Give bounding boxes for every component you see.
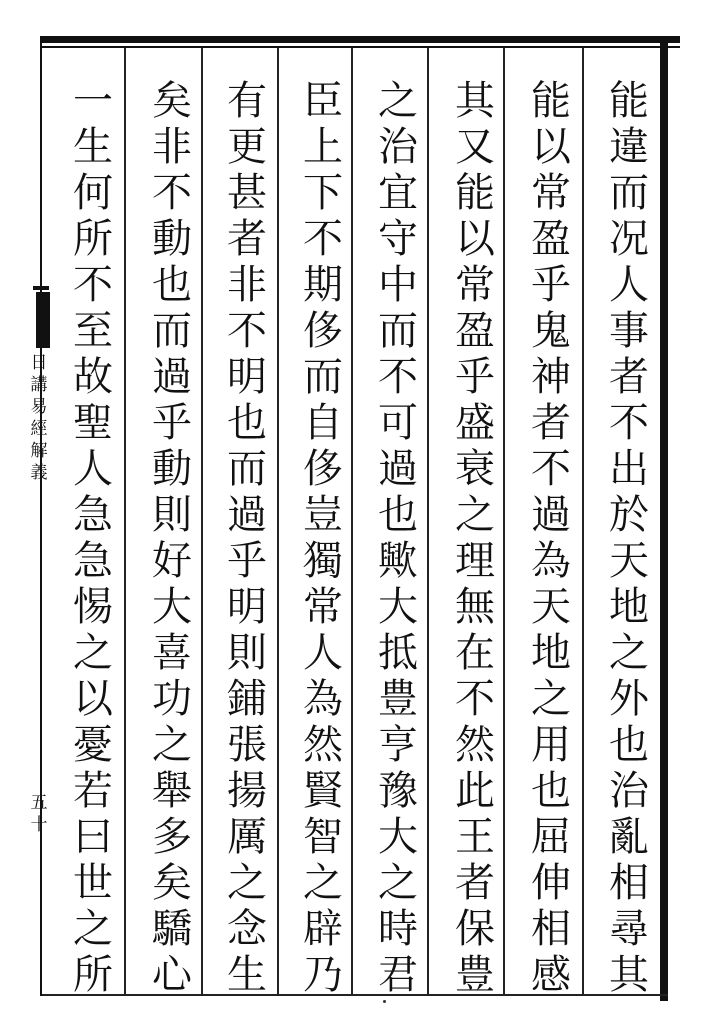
character: 一 — [73, 78, 113, 124]
character: 以 — [531, 124, 571, 170]
character: 之 — [152, 722, 192, 768]
character: 不 — [303, 216, 343, 262]
frame-right-border — [660, 36, 668, 1001]
character: 不 — [455, 676, 495, 722]
character: 之 — [73, 630, 113, 676]
character: 常 — [531, 170, 571, 216]
column-rule — [277, 48, 279, 994]
text-column-8 — [66, 78, 120, 998]
character: 尋 — [609, 906, 649, 952]
character: 之 — [378, 860, 418, 906]
character: 何 — [73, 170, 113, 216]
character: 相 — [531, 906, 571, 952]
character: 若 — [73, 768, 113, 814]
character: 明 — [227, 584, 267, 630]
character: 豊 — [378, 676, 418, 722]
character: 生 — [227, 952, 267, 998]
character: 無 — [455, 584, 495, 630]
character: 違 — [609, 124, 649, 170]
character: 能 — [531, 78, 571, 124]
character: 功 — [152, 676, 192, 722]
character: 中 — [378, 262, 418, 308]
character: 豈 — [303, 492, 343, 538]
character: 常 — [303, 584, 343, 630]
character: 以 — [73, 676, 113, 722]
gutter-character: 講 — [30, 375, 48, 395]
character: 矣 — [152, 78, 192, 124]
column-rule — [124, 48, 126, 994]
character: 能 — [455, 170, 495, 216]
character: 也 — [378, 492, 418, 538]
character: 動 — [152, 446, 192, 492]
character: 乎 — [152, 400, 192, 446]
character: 念 — [227, 906, 267, 952]
character: 常 — [455, 262, 495, 308]
character: 之 — [378, 78, 418, 124]
character: 者 — [609, 354, 649, 400]
character: 聖 — [73, 400, 113, 446]
character: 也 — [227, 400, 267, 446]
character: 豊 — [455, 952, 495, 998]
character: 守 — [378, 216, 418, 262]
character: 期 — [303, 262, 343, 308]
character: 至 — [73, 308, 113, 354]
character: 辟 — [303, 906, 343, 952]
character: 上 — [303, 124, 343, 170]
text-column-3 — [448, 78, 502, 998]
character: 過 — [531, 492, 571, 538]
character: 以 — [455, 216, 495, 262]
character: 更 — [227, 124, 267, 170]
character: 非 — [227, 262, 267, 308]
column-rule — [427, 48, 429, 994]
character: 不 — [609, 400, 649, 446]
character: 為 — [531, 538, 571, 584]
character: 治 — [609, 768, 649, 814]
character: 乎 — [227, 538, 267, 584]
frame-top-border — [40, 36, 680, 43]
character: 可 — [378, 400, 418, 446]
character: 而 — [227, 446, 267, 492]
gutter-character: 五 — [30, 793, 48, 813]
character: 大 — [152, 584, 192, 630]
character: 地 — [531, 630, 571, 676]
text-column-7 — [145, 78, 199, 998]
character: 大 — [378, 814, 418, 860]
character: 盈 — [455, 308, 495, 354]
character: 然 — [455, 722, 495, 768]
character: 臣 — [303, 78, 343, 124]
ink-speck — [383, 1000, 386, 1003]
character: 也 — [152, 262, 192, 308]
character: 出 — [609, 446, 649, 492]
character: 而 — [303, 354, 343, 400]
character: 矣 — [152, 860, 192, 906]
character: 其 — [455, 78, 495, 124]
character: 下 — [303, 170, 343, 216]
character: 侈 — [303, 446, 343, 492]
character: 不 — [73, 262, 113, 308]
character: 者 — [531, 400, 571, 446]
character: 者 — [455, 860, 495, 906]
gutter-character: 解 — [30, 441, 48, 461]
character: 理 — [455, 538, 495, 584]
column-rule — [582, 48, 584, 994]
character: 外 — [609, 676, 649, 722]
character: 王 — [455, 814, 495, 860]
gutter-book-title — [30, 352, 48, 484]
character: 乎 — [531, 262, 571, 308]
gutter-character: 日 — [30, 353, 48, 373]
character: 侈 — [303, 308, 343, 354]
text-column-5 — [296, 78, 350, 998]
character: 况 — [609, 216, 649, 262]
gutter-character: 義 — [30, 463, 48, 483]
character: 之 — [303, 860, 343, 906]
text-column-2 — [524, 78, 578, 998]
character: 其 — [609, 952, 649, 998]
character: 天 — [609, 538, 649, 584]
character: 神 — [531, 354, 571, 400]
character: 賢 — [303, 768, 343, 814]
character: 不 — [531, 446, 571, 492]
character: 則 — [152, 492, 192, 538]
character: 獨 — [303, 538, 343, 584]
character: 之 — [73, 906, 113, 952]
character: 為 — [303, 676, 343, 722]
character: 而 — [378, 308, 418, 354]
character: 不 — [227, 308, 267, 354]
gutter-fishtail-block — [36, 292, 50, 348]
character: 喜 — [152, 630, 192, 676]
character: 不 — [152, 170, 192, 216]
character: 動 — [152, 216, 192, 262]
text-column-4 — [371, 78, 425, 998]
column-rule — [503, 48, 505, 994]
character: 然 — [303, 722, 343, 768]
character: 也 — [609, 722, 649, 768]
frame-top-inner-border — [40, 46, 680, 48]
character: 自 — [303, 400, 343, 446]
character: 歟 — [378, 538, 418, 584]
character: 驕 — [152, 906, 192, 952]
character: 抵 — [378, 630, 418, 676]
character: 厲 — [227, 814, 267, 860]
character: 之 — [455, 492, 495, 538]
column-rule — [351, 48, 353, 994]
character: 此 — [455, 768, 495, 814]
character: 好 — [152, 538, 192, 584]
character: 則 — [227, 630, 267, 676]
character: 大 — [378, 584, 418, 630]
gutter-fishtail-bar — [33, 286, 49, 290]
character: 故 — [73, 354, 113, 400]
character: 急 — [73, 492, 113, 538]
character: 所 — [73, 952, 113, 998]
character: 人 — [73, 446, 113, 492]
character: 者 — [227, 216, 267, 262]
character: 過 — [227, 492, 267, 538]
character: 之 — [531, 676, 571, 722]
character: 亂 — [609, 814, 649, 860]
character: 在 — [455, 630, 495, 676]
character: 鋪 — [227, 676, 267, 722]
character: 憂 — [73, 722, 113, 768]
character: 生 — [73, 124, 113, 170]
character: 過 — [378, 446, 418, 492]
character: 地 — [609, 584, 649, 630]
character: 舉 — [152, 768, 192, 814]
character: 而 — [609, 170, 649, 216]
character: 又 — [455, 124, 495, 170]
gutter-folio-number — [30, 792, 48, 836]
character: 時 — [378, 906, 418, 952]
frame-left-border — [40, 36, 42, 996]
character: 之 — [227, 860, 267, 906]
character: 乃 — [303, 952, 343, 998]
character: 智 — [303, 814, 343, 860]
character: 保 — [455, 906, 495, 952]
character: 於 — [609, 492, 649, 538]
character: 明 — [227, 354, 267, 400]
character: 鬼 — [531, 308, 571, 354]
character: 張 — [227, 722, 267, 768]
character: 而 — [152, 308, 192, 354]
character: 心 — [152, 952, 192, 998]
gutter-character: 經 — [30, 419, 48, 439]
character: 感 — [531, 952, 571, 998]
character: 甚 — [227, 170, 267, 216]
gutter-character: 易 — [30, 397, 48, 417]
character: 曰 — [73, 814, 113, 860]
character: 惕 — [73, 584, 113, 630]
character: 相 — [609, 860, 649, 906]
character: 君 — [378, 952, 418, 998]
character: 也 — [531, 768, 571, 814]
character: 用 — [531, 722, 571, 768]
character: 人 — [609, 262, 649, 308]
character: 多 — [152, 814, 192, 860]
character: 有 — [227, 78, 267, 124]
character: 盈 — [531, 216, 571, 262]
character: 伸 — [531, 860, 571, 906]
character: 揚 — [227, 768, 267, 814]
character: 乎 — [455, 354, 495, 400]
character: 屈 — [531, 814, 571, 860]
character: 人 — [303, 630, 343, 676]
text-column-6 — [220, 78, 274, 998]
character: 盛 — [455, 400, 495, 446]
character: 豫 — [378, 768, 418, 814]
character: 之 — [609, 630, 649, 676]
character: 衰 — [455, 446, 495, 492]
character: 治 — [378, 124, 418, 170]
character: 天 — [531, 584, 571, 630]
character: 事 — [609, 308, 649, 354]
character: 所 — [73, 216, 113, 262]
character: 能 — [609, 78, 649, 124]
character: 宜 — [378, 170, 418, 216]
column-rule — [201, 48, 203, 994]
character: 急 — [73, 538, 113, 584]
text-column-1 — [602, 78, 656, 998]
gutter-character: 十 — [30, 815, 48, 835]
character: 亨 — [378, 722, 418, 768]
character: 不 — [378, 354, 418, 400]
character: 過 — [152, 354, 192, 400]
character: 非 — [152, 124, 192, 170]
character: 世 — [73, 860, 113, 906]
